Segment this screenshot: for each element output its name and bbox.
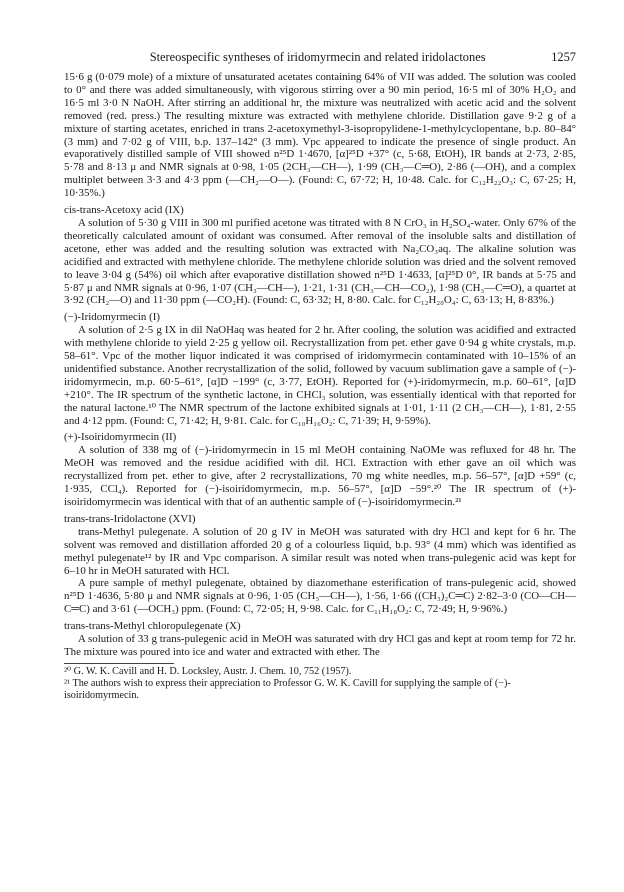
paragraph: A solution of 338 mg of (−)-iridomyrmecin in 15 ml MeOH containing NaOMe was refluxed for 48 hr. The MeOH was removed and the residue acidified with dil. HCl. Extraction with ether gave an oil which was recrystallized from pet. ether to give, after 2 recrystallizations, 70 mg white needles, m.p. 56–57°, [α]D +59° (c, 1·935, CCl₄). Reported for (−)-isoiridomyrmecin, m.p. 56–57°, [α]D −59°.²⁰ The IR spectrum of (+)-isoiridomyrmecin was identical with that of an authentic sample of (−)-isoiridomyrmecin.²¹ (64, 444, 576, 508)
paragraph: A solution of 33 g trans-pulegenic acid in MeOH was saturated with dry HCl gas and kept at room temp for 72 hr. The mixture was poured into ice and water and extracted with ether. The (64, 633, 576, 658)
section-heading: (+)-Isoiridomyrmecin (II) (64, 431, 177, 444)
paragraph: A solution of 5·30 g VIII in 300 ml purified acetone was titrated with 8 N CrO₃ in H₂SO₄-water. Only 67% of the theoretically calculated amount of oxidant was consumed. After removal of the insoluble salts and distillation of acetone, ether was added and the resulting solution was extracted with Na₂CO₃aq. The alkaline solution was acidified and extracted with methylene chloride. The methylene chloride solution was dried and the solvent removed to leave 3·04 g (54%) oil which after evaporative distillation showed n²⁵D 1·4633, [α]²⁵D 0°, IR bands at 5·75 and 5·87 μ and NMR signals at 0·96, 1·07 (CH₃—CH—), 1·21, 1·31 (CH₃—CH—CO₂), 1·98 (CH₃—C═O), a quartet at 3·92 (CH₂—O) and 11·30 ppm (—CO₂H). (Found: C, 63·32; H, 8·80. Calc. for C₁₂H₂₀O₄: C, 63·13; H, 8·83%.) (64, 216, 576, 307)
paragraph: 15·6 g (0·079 mole) of a mixture of unsaturated acetates containing 64% of VII was added. The solution was cooled to 0° and there was added simultaneously, with vigorous stirring over a 90 min period, 16·5 ml of 30% H₂O₂ and 16·5 ml 3·0 N NaOH. After stirring an additional hr, the mixture was neutralized with acetic acid and the solvent removed (red. press.) The resulting mixture was extracted with methylene chloride. Distillation gave 9·2 g of a mixture of starting acetates, enriched in trans 2-acetoxymethyl-3-isopropylidene-1-methylcyclopentane, b.p. 80–84° (3 mm) and 7·02 g of VIII, b.p. 137–142° (3 mm). Vpc appeared to indicate the presence of single product. An evaporatively distilled sample of VIII showed n²⁵D 1·4670, [α]²⁵D +37° (c, 5·68, EtOH), IR bands at 2·73, 2·85, 5·78 and 8·13 μ and NMR signals at 0·98, 1·05 (2CH₃—CH—), 1·99 (CH₃—C═O), 2·86 (—OH), and a complex multiplet between 3·3 and 4·3 ppm (—CH₂—O—). (Found: C, 67·72; H, 10·48. Calc. for C₁₂H₂₂O₃: C, 67·25; H, 10·35%.) (64, 71, 576, 200)
running-title: Stereospecific syntheses of iridomyrmecin and related iridolactones (149, 50, 486, 64)
paragraph: A pure sample of methyl pulegenate, obtained by diazomethane esterification of trans-pulegenic acid, showed n²⁵D 1·4636, 5·80 μ and NMR signals at 0·96, 1·05 (CH₃—CH—), 1·56, 1·66 ((CH₃)₂C═C) 2·82–3·0 (CO—CH—C═C) and 3·61 (—OCH₃) ppm. (Found: C, 72·05; H, 9·98. Calc. for C₁₁H₁₈O₂: C, 72·49; H, 9·96%.) (64, 577, 576, 616)
section-heading: cis-trans-Acetoxy acid (IX) (64, 204, 184, 217)
section-heading: (−)-Iridomyrmecin (I) (64, 311, 160, 324)
paragraph: trans-Methyl pulegenate. A solution of 20 g IV in MeOH was saturated with dry HCl and kept for 6 hr. The solvent was removed and distillation afforded 20 g of a colourless liquid, b.p. 93° (4 mm) which was identified as methyl pulegenate¹² by IR and Vpc comparison. A similar result was noted when trans-pulegenic acid was kept for 6–10 hr in MeOH saturated with HCl. (64, 525, 576, 577)
body-text (64, 71, 576, 659)
section-heading: trans-trans-Methyl chloropulegenate (X) (64, 620, 241, 633)
running-header (64, 50, 576, 65)
page-number: 1257 (551, 50, 576, 64)
footnote: ²¹ The authors wish to express their appreciation to Professor G. W. K. Cavill for supplying the sample of (−)-isoiridomyrmecin. (64, 678, 511, 702)
footnote-rule (64, 663, 174, 664)
footnotes (64, 666, 576, 703)
paragraph: A solution of 2·5 g IX in dil NaOHaq was heated for 2 hr. After cooling, the solution was acidified and extracted with methylene chloride to yield 2·25 g yellow oil. Recrystallization from pet. ether gave 0·94 g white crystals, m.p. 58–61°. Vpc of the mother liquor indicated it was comprised of iridomyrmecin contaminated with 10–15% of an unidentified substance. Another recrystallization of the solid, followed by vacuum sublimation gave a sample of (−)-iridomyrmecin, m.p. 60·5–61°, [α]D −199° (c, 3·77, EtOH). Reported for (+)-iridomyrmecin, m.p. 60–61°, [α]D +210°. The IR spectrum of the synthetic lactone, in CHCl₃ solution, was essentially identical with that reported for the natural lactone.¹⁰ The NMR spectrum of the lactone exhibited signals at 1·01, 1·11 (2 CH₃—CH—), 1·81, 2·55 and 4·12 ppm. (Found: C, 71·42; H, 9·81. Calc. for C₁₀H₁₆O₂: C, 71·39; H, 9·59%). (64, 324, 576, 427)
footnote: ²⁰ G. W. K. Cavill and H. D. Locksley, Austr. J. Chem. 10, 752 (1957). (64, 665, 352, 677)
section-heading: trans-trans-Iridolactone (XVI) (64, 512, 196, 525)
